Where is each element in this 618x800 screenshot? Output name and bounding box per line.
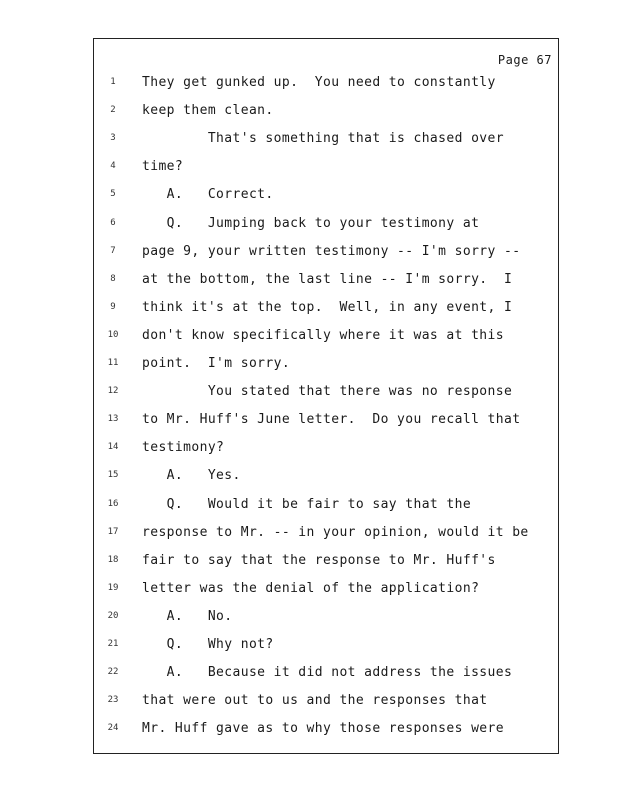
line-number: 11 (107, 358, 119, 368)
line-number: 6 (110, 217, 116, 228)
line-number: 3 (110, 133, 116, 144)
transcript-line: time? (142, 159, 184, 175)
transcript-line: response to Mr. -- in your opinion, would it be (142, 524, 529, 540)
line-number: 18 (107, 554, 119, 565)
line-number: 21 (107, 639, 119, 649)
line-number: 23 (107, 695, 119, 706)
transcript-line: Mr. Huff gave as to why those responses were (142, 721, 504, 737)
transcript-line: Q. Jumping back to your testimony at (142, 215, 480, 231)
line-number: 8 (110, 273, 116, 284)
transcript-line: point. I'm sorry. (142, 356, 291, 371)
transcript-page (93, 38, 559, 754)
transcript-line: Q. Would it be fair to say that the (142, 496, 472, 512)
transcript-line: You stated that there was no response (142, 384, 513, 400)
transcript-line: page 9, your written testimony -- I'm sorry -- (142, 243, 521, 259)
transcript-line: at the bottom, the last line -- I'm sorry. I (142, 271, 513, 287)
transcript-line: A. Because it did not address the issues (142, 665, 513, 681)
transcript-line: to Mr. Huff's June letter. Do you recall that (142, 412, 521, 428)
line-number: 12 (107, 386, 119, 397)
line-number: 1 (110, 77, 116, 87)
transcript-line: don't know specifically where it was at this (142, 327, 504, 343)
transcript-line: A. Correct. (142, 187, 274, 203)
line-number: 19 (107, 582, 119, 593)
transcript-line: A. Yes. (142, 468, 241, 484)
line-number: 9 (110, 301, 116, 312)
line-number: 13 (107, 414, 119, 425)
transcript-line: They get gunked up. You need to constantly (142, 75, 496, 90)
line-number: 7 (110, 245, 116, 256)
line-number: 22 (107, 667, 119, 678)
transcript-line: think it's at the top. Well, in any event, I (142, 299, 513, 315)
line-number: 17 (107, 526, 119, 537)
transcript-line: letter was the denial of the application? (142, 580, 480, 596)
line-number: 14 (107, 442, 119, 453)
transcript-line: fair to say that the response to Mr. Huff's (142, 552, 496, 568)
transcript-line: testimony? (142, 440, 225, 456)
page-number: Page 67 (497, 53, 552, 67)
transcript-line: keep them clean. (142, 103, 274, 119)
line-number: 20 (107, 610, 119, 621)
line-number: 10 (107, 329, 119, 340)
line-number: 2 (110, 105, 116, 116)
line-number: 24 (107, 723, 119, 734)
line-number: 5 (110, 189, 116, 200)
transcript-line: Q. Why not? (142, 637, 274, 652)
transcript-line: that were out to us and the responses that (142, 693, 488, 709)
line-number: 15 (107, 470, 119, 481)
line-number: 4 (110, 161, 116, 172)
line-number: 16 (107, 498, 119, 509)
transcript-line: That's something that is chased over (142, 131, 504, 147)
transcript-line: A. No. (142, 608, 233, 624)
